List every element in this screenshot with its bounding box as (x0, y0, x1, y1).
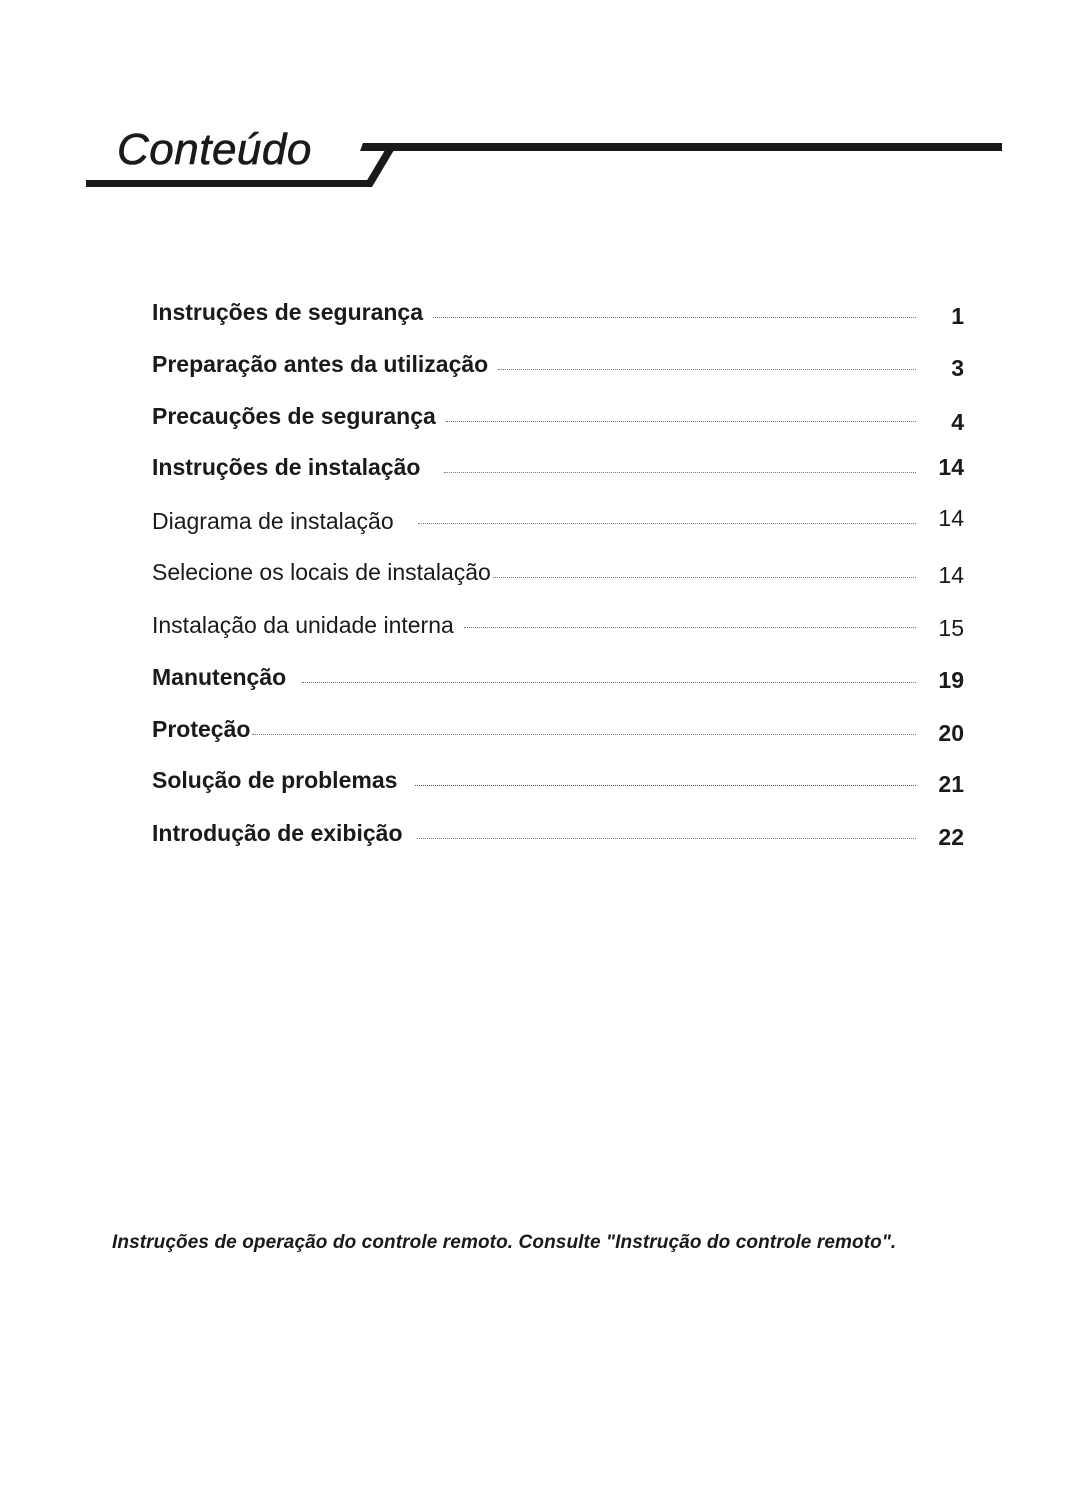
toc-entry-page: 3 (951, 355, 964, 381)
toc-leader-dots (464, 627, 916, 628)
toc-entry-page: 22 (938, 824, 964, 850)
toc-entry-page: 20 (938, 720, 964, 746)
toc-entry-label: Solução de problemas (152, 767, 398, 793)
toc-entry[interactable] (152, 811, 964, 850)
toc-leader-dots (433, 317, 916, 318)
toc-entry-page: 14 (938, 454, 964, 480)
toc-entry[interactable] (152, 550, 964, 588)
toc-entry-label: Instalação da unidade interna (152, 612, 454, 638)
toc-entry[interactable] (152, 342, 964, 381)
toc-entry-label: Preparação antes da utilização (152, 351, 489, 377)
toc-entry[interactable] (152, 445, 964, 479)
toc-leader-dots (493, 577, 916, 578)
toc-entry-page: 15 (938, 615, 964, 641)
toc-entry[interactable] (152, 394, 964, 435)
toc-entry[interactable] (152, 290, 964, 329)
toc-entry[interactable] (152, 655, 964, 693)
toc-entry-label: Introdução de exibição (152, 820, 403, 846)
page-title: Conteúdo (117, 125, 312, 174)
toc-leader-dots (252, 734, 916, 735)
toc-leader-dots (302, 682, 916, 683)
toc-entry-label: Instruções de segurança (152, 299, 423, 325)
toc-entry-page: 19 (938, 667, 964, 693)
toc-entry[interactable] (152, 499, 964, 533)
toc-entry-label: Selecione os locais de instalação (152, 559, 491, 585)
toc-entry[interactable] (152, 758, 964, 797)
remote-control-footnote: Instruções de operação do controle remoto. Consulte "Instrução do controle remoto". (112, 1232, 897, 1253)
toc-entry-page: 21 (938, 771, 964, 797)
toc-leader-dots (446, 421, 916, 422)
toc-leader-dots (415, 785, 916, 786)
toc-entry-page: 1 (951, 303, 964, 329)
toc-leader-dots (417, 838, 917, 839)
toc-entry-label: Diagrama de instalação (152, 508, 394, 534)
toc-leader-dots (418, 523, 916, 524)
toc-entry[interactable] (152, 603, 964, 641)
toc-leader-dots (498, 369, 916, 370)
toc-entry-label: Instruções de instalação (152, 454, 421, 480)
toc-entry-label: Precauções de segurança (152, 403, 436, 429)
toc-entry-label: Manutenção (152, 664, 287, 690)
toc-entry-page: 14 (938, 562, 964, 588)
toc-entry[interactable] (152, 707, 964, 746)
toc-entry-label: Proteção (152, 716, 251, 742)
toc-entry-page: 14 (938, 505, 964, 531)
toc-leader-dots (444, 472, 916, 473)
toc-entry-page: 4 (951, 409, 964, 435)
